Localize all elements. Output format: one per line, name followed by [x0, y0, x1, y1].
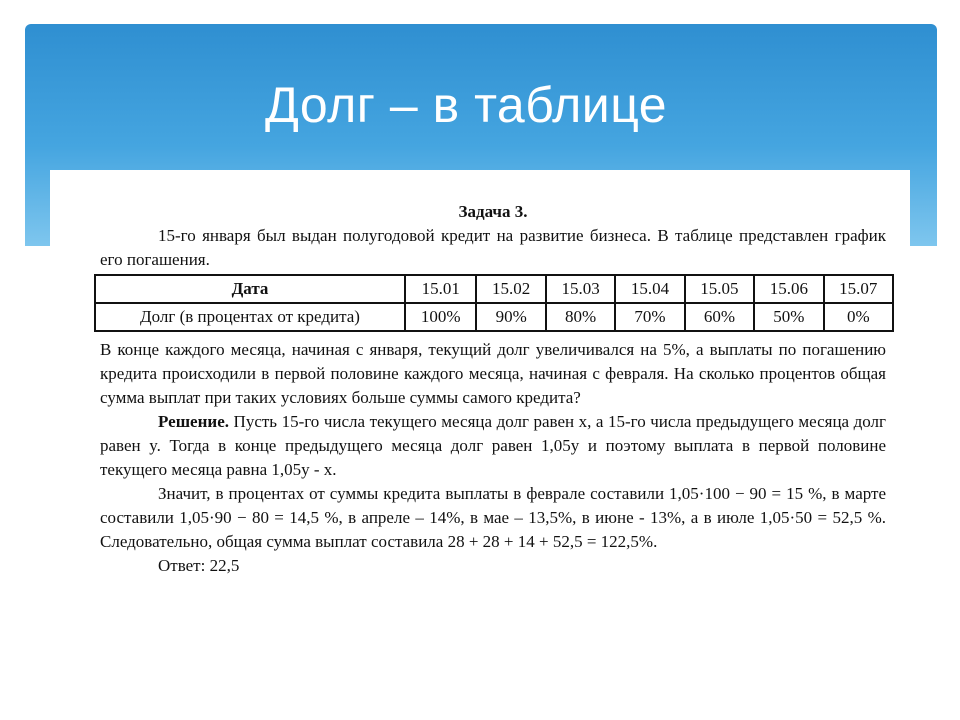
answer: Ответ: 22,5 — [158, 556, 240, 575]
table-value: 80% — [546, 303, 615, 331]
slide-title: Долг – в таблице — [265, 77, 668, 133]
table-value: 60% — [685, 303, 754, 331]
table-date: 15.03 — [546, 275, 615, 303]
table-value: 70% — [615, 303, 684, 331]
task-question: В конце каждого месяца, начиная с января, текущий долг увеличивался на 5%, а выплаты по погашению кредита происходили в первой половине каждого месяца, начиная с февраля. На сколько процентов общая сумма выплат при таких условиях больше суммы самого кредита? — [100, 340, 886, 407]
solution-paragraph — [100, 410, 886, 482]
table-value: 90% — [476, 303, 545, 331]
table-date: 15.04 — [615, 275, 684, 303]
table-date: 15.01 — [405, 275, 476, 303]
table-date: 15.02 — [476, 275, 545, 303]
debt-table — [94, 274, 894, 332]
task-content — [100, 200, 886, 578]
solution-label: Решение. — [158, 412, 229, 431]
solution-text: Пусть 15-го числа текущего месяца долг равен x, а 15-го числа предыдущего месяца долг равен y. Тогда в конце предыдущего месяца долг равен 1,05y и поэтому выплата в первой половине текущего месяца равна 1,05y - x. — [100, 412, 887, 479]
table-date: 15.07 — [824, 275, 893, 303]
table-row-label: Долг (в процентах от кредита) — [95, 303, 405, 331]
table-date: 15.06 — [754, 275, 823, 303]
table-date: 15.05 — [685, 275, 754, 303]
table-row — [95, 303, 893, 331]
solution-paragraph-2: Значит, в процентах от суммы кредита выплаты в феврале составили 1,05·100 − 90 = 15 %, в марте составили 1,05·90 − 80 = 14,5 %, в апреле – 14%, в мае – 13,5%, в июне - 13%, а в июле 1,05·50 = 52,5 %. Следовательно, общая сумма выплат составила 28 + 28 + 14 + 52,5 = 122,5%. — [100, 484, 886, 551]
table-value: 100% — [405, 303, 476, 331]
table-value: 0% — [824, 303, 893, 331]
task-heading: Задача 3. — [458, 202, 528, 221]
task-intro: 15-го января был выдан полугодовой кредит на развитие бизнеса. В таблице представлен график его погашения. — [100, 226, 886, 269]
table-header-row — [95, 275, 893, 303]
table-value: 50% — [754, 303, 823, 331]
table-header-label: Дата — [95, 275, 405, 303]
